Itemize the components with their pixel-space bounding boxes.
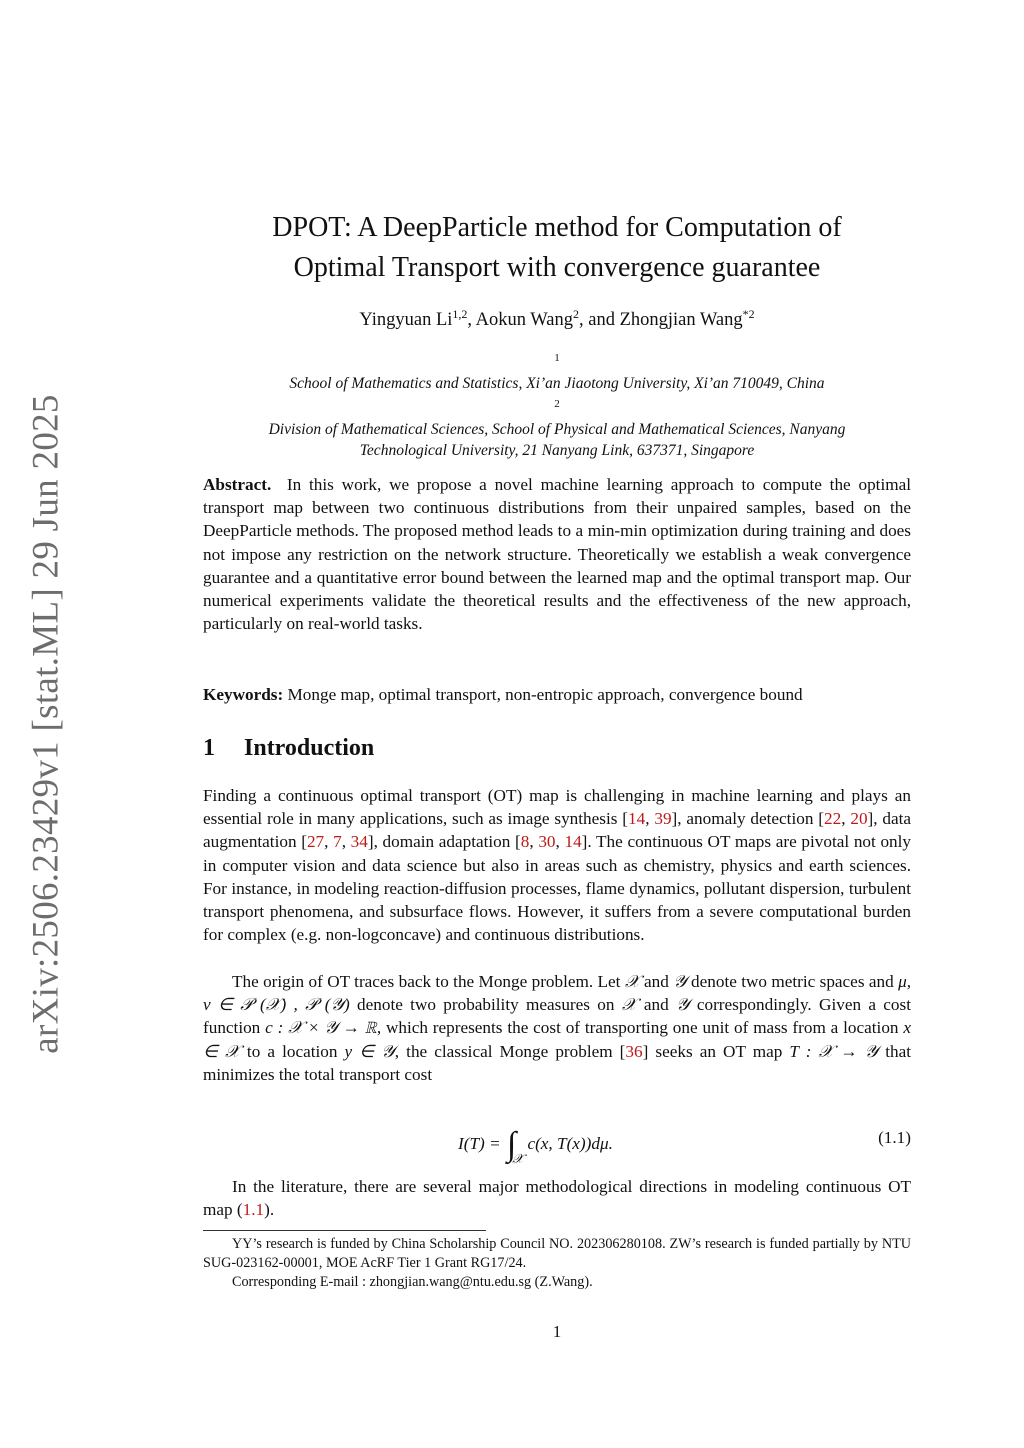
author-list: [203, 307, 911, 331]
abstract-label: Abstract.: [203, 475, 272, 494]
author-affiliation-mark: 1,2: [452, 307, 468, 321]
title-line-1: DPOT: A DeepParticle method for Computation of: [272, 212, 842, 243]
affiliation-text: Division of Mathematical Sciences, School of Physical and Mathematical Sciences, Nanyang: [268, 421, 846, 439]
author-name: Zhongjian Wang: [619, 310, 743, 331]
affiliation-line: [203, 440, 911, 461]
intro-paragraph-3: In the literature, there are several major methodological directions in modeling continuous OT map (1.1).: [203, 1177, 911, 1220]
section-heading: [203, 735, 374, 762]
equation-lhs: I(T) =: [458, 1134, 501, 1153]
math-inline: T : 𝒳 → 𝒴: [789, 1041, 879, 1061]
title-line-2: Optimal Transport with convergence guarantee: [293, 252, 821, 283]
citation-link[interactable]: 27: [306, 832, 325, 852]
math-inline: 𝒴: [676, 995, 690, 1015]
keywords-label: Keywords:: [203, 685, 284, 704]
abstract: [203, 473, 911, 635]
equation-integrand: c(x, T(x))dμ.: [527, 1134, 613, 1153]
author-separator: , and: [578, 310, 620, 331]
citation-link[interactable]: 30: [538, 832, 556, 852]
math-inline: μ, ν ∈ 𝒫 (𝒳) , 𝒫 (𝒴): [203, 972, 911, 1015]
author-name: Yingyuan Li: [359, 310, 453, 331]
math-inline: x ∈ 𝒳: [203, 1018, 912, 1061]
corresponding-email: Corresponding E-mail : zhongjian.wang@ntu.edu.sg (Z.Wang).: [232, 1274, 593, 1290]
intro-paragraph-2: The origin of OT traces back to the Monge problem. Let 𝒳 and 𝒴 denote two metric spaces and μ, ν ∈ 𝒫 (𝒳) , 𝒫 (𝒴) denote two probability measures on 𝒳 and 𝒴 correspondingly. Given a cost function c : 𝒳 × 𝒴 → ℝ, which represents the cost of transporting one unit of mass from a location x ∈ 𝒳 to a location y ∈ 𝒴, the classical Monge problem [36] seeks an OT map T : 𝒳 → 𝒴 that minimizes the total transport cost: [203, 972, 912, 1084]
author-affiliation-mark: 2: [572, 307, 579, 321]
citation-link[interactable]: 14: [628, 809, 646, 829]
citation-link[interactable]: 20: [850, 809, 868, 829]
citation-link[interactable]: 22: [824, 809, 842, 829]
math-inline: y ∈ 𝒴: [344, 1041, 395, 1061]
equation-reference-link[interactable]: 1.1: [242, 1200, 265, 1220]
abstract-text: In this work, we propose a novel machine learning approach to compute the optimal transport map between two continuous distributions from their unpaired samples, based on the DeepParticle methods. The proposed method leads to a min-min optimization during training and does not impose any restriction on the network structure. Theoretically we establish a weak convergence guarantee and a quantitative error bound between the learned map and the optimal transport map. Our numerical experiments validate the theoretical results and the effectiveness of the new approach, particularly on real-world tasks.: [203, 475, 912, 634]
citation-link[interactable]: 39: [654, 809, 672, 829]
page-number: 1: [552, 1322, 562, 1341]
math-inline: 𝒴: [673, 972, 687, 991]
affiliation-line: [203, 348, 911, 394]
arxiv-identifier-stamp: arXiv:2506.23429v1 [stat.ML] 29 Jun 2025: [25, 394, 67, 1054]
funding-note: YY’s research is funded by China Scholarship Council NO. 202306280108. ZW’s research is funded partially by NTU SUG-023162-00001, MOE AcRF Tier 1 Grant RG17/24.: [203, 1236, 911, 1271]
equation-number: (1.1): [878, 1128, 911, 1147]
citation-link[interactable]: 8: [520, 832, 530, 852]
citation-link[interactable]: 7: [333, 832, 342, 852]
author-separator: ,: [467, 310, 476, 331]
integral-domain: 𝒳: [512, 1151, 524, 1166]
math-inline: 𝒳: [624, 972, 640, 991]
paper-title: [203, 208, 911, 288]
footnote-rule: [203, 1230, 486, 1231]
keywords-text: Monge map, optimal transport, non-entropic approach, convergence bound: [287, 685, 803, 704]
affiliation-mark: 2: [554, 398, 560, 411]
math-inline: 𝒳: [621, 995, 637, 1015]
math-inline: c : 𝒳 × 𝒴 → ℝ: [265, 1018, 377, 1038]
intro-paragraph-1: Finding a continuous optimal transport (OT) map is challenging in machine learning and plays an essential role in many applications, such as image synthesis [14, 39], anomaly detection [22, 20], data augmentation [27, 7, 34], domain adaptation [8, 30, 14]. The continuous OT maps are pivotal not only in computer vision and data science but also in areas such as chemistry, physics and earth sciences. For instance, in modeling reaction-diffusion processes, flame dynamics, pollutant dispersion, turbulent transport phenomena, and subsurface flows. However, it suffers from a severe computational burden for complex (e.g. non-logconcave) and continuous distributions.: [203, 786, 912, 945]
keywords: [203, 683, 911, 706]
integral-symbol: ∫: [506, 1126, 517, 1163]
affiliation-mark: 1: [554, 352, 560, 364]
affiliation-text: School of Mathematics and Statistics, Xi’an Jiaotong University, Xi’an 710049, China: [289, 375, 825, 393]
citation-link[interactable]: 36: [625, 1041, 643, 1061]
equation-1-1: [203, 1116, 911, 1166]
section-title: Introduction: [244, 735, 375, 761]
affiliation-text: Technological University, 21 Nanyang Link, 637371, Singapore: [359, 442, 755, 460]
author-affiliation-mark: *2: [742, 307, 755, 321]
citation-link[interactable]: 14: [564, 832, 582, 852]
affiliations: [203, 348, 911, 461]
footnote: [203, 1235, 911, 1292]
section-number: 1: [203, 735, 215, 761]
affiliation-line: [203, 394, 911, 440]
equation-body: [458, 1120, 613, 1166]
author-name: Aokun Wang: [475, 310, 573, 331]
citation-link[interactable]: 34: [350, 832, 368, 852]
